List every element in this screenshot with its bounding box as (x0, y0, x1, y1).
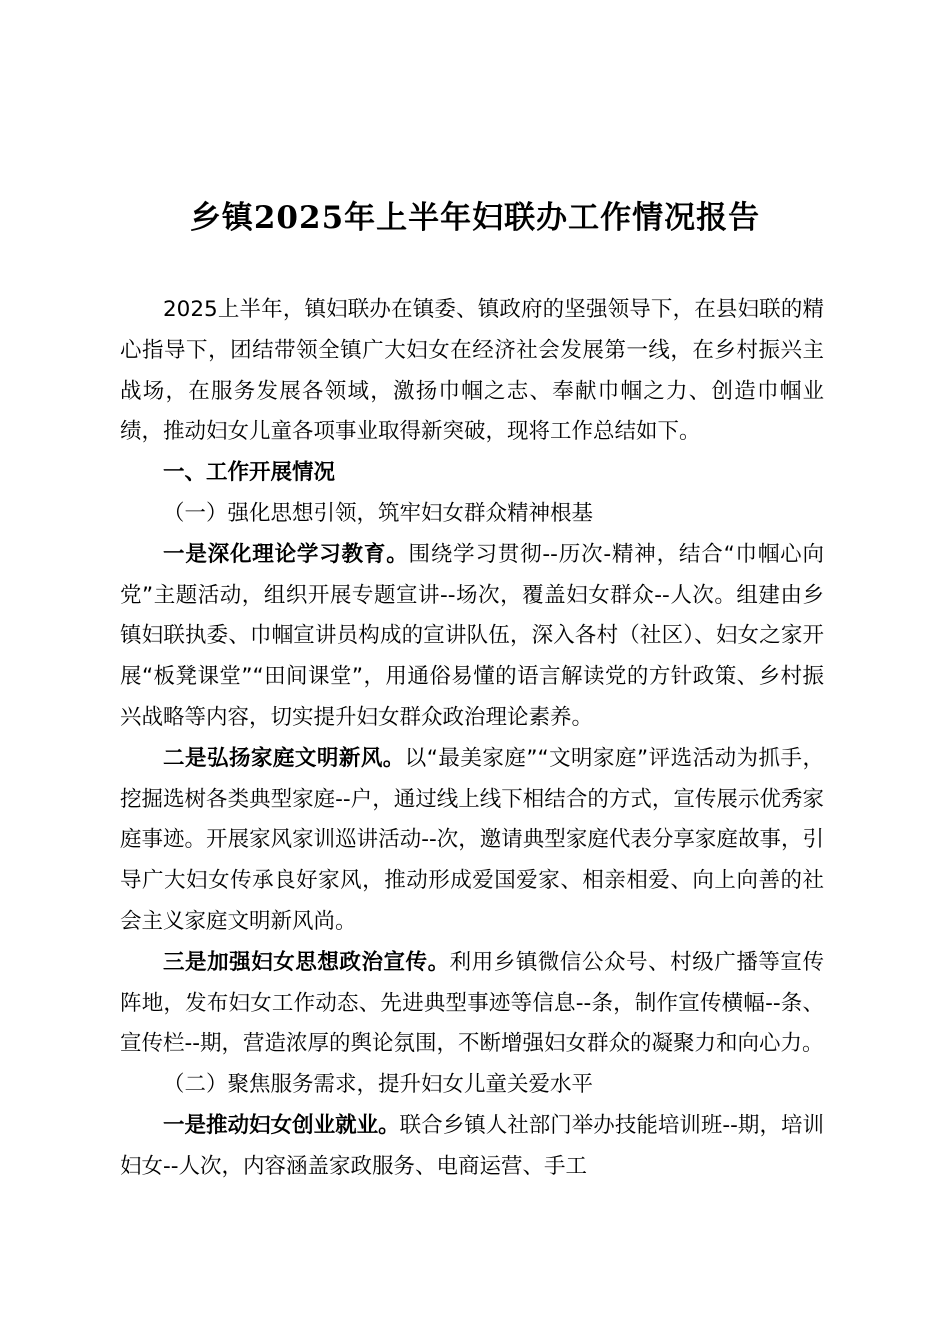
subsection-heading: （一）强化思想引领，筑牢妇女群众精神根基 (163, 500, 594, 526)
body-paragraph (120, 943, 824, 1065)
section-heading: 一、工作开展情况 (163, 460, 336, 486)
body-paragraph (120, 535, 824, 739)
body-paragraph (120, 1106, 824, 1188)
paragraph-text: 以“最美家庭”“文明家庭”评选活动为抓手，挖掘选树各类典型家庭--户，通过线上线下相结合的方式，宣传展示优秀家庭事迹。开展家风家训巡讲活动--次，邀请典型家庭代表分享家庭故事，引导广大妇女传承良好家风，推动形成爱国爱家、相亲相爱、向上向善的社会主义家庭文明新风尚。 (120, 745, 824, 934)
document-body (120, 290, 824, 1188)
body-paragraph (120, 739, 824, 943)
paragraph-lead: 三是加强妇女思想政治宣传。 (163, 949, 450, 975)
paragraph-lead: 一是深化理论学习教育。 (163, 541, 409, 567)
paragraph-text: 利用乡镇微信公众号、村级广播等宣传阵地，发布妇女工作动态、先进典型事迹等信息--条，制作宣传横幅--条、宣传栏--期，营造浓厚的舆论氛围，不断增强妇女群众的凝聚力和向心力。 (120, 949, 824, 1057)
paragraph-lead: 二是弘扬家庭文明新风。 (163, 745, 405, 771)
intro-paragraph: 2025上半年，镇妇联办在镇委、镇政府的坚强领导下，在县妇联的精心指导下，团结带领全镇广大妇女在经济社会发展第一线，在乡村振兴主战场，在服务发展各领域，激扬巾帼之志、奉献巾帼之力、创造巾帼业绩，推动妇女儿童各项事业取得新突破，现将工作总结如下。 (120, 297, 824, 445)
paragraph-lead: 一是推动妇女创业就业。 (163, 1112, 400, 1138)
paragraph-text: 联合乡镇人社部门举办技能培训班--期，培训妇女--人次，内容涵盖家政服务、电商运营、手工 (120, 1112, 824, 1179)
document-title: 乡镇2025年上半年妇联办工作情况报告 (189, 200, 761, 236)
paragraph-text: 围绕学习贯彻--历次-精神，结合“巾帼心向党”主题活动，组织开展专题宣讲--场次，覆盖妇女群众--人次。组建由乡镇妇联执委、巾帼宣讲员构成的宣讲队伍，深入各村（社区）、妇女之家开展“板凳课堂”“田间课堂”，用通俗易懂的语言解读党的方针政策、乡村振兴战略等内容，切实提升妇女群众政治理论素养。 (120, 541, 824, 730)
subsection-heading: （二）聚焦服务需求，提升妇女儿童关爱水平 (163, 1072, 594, 1098)
